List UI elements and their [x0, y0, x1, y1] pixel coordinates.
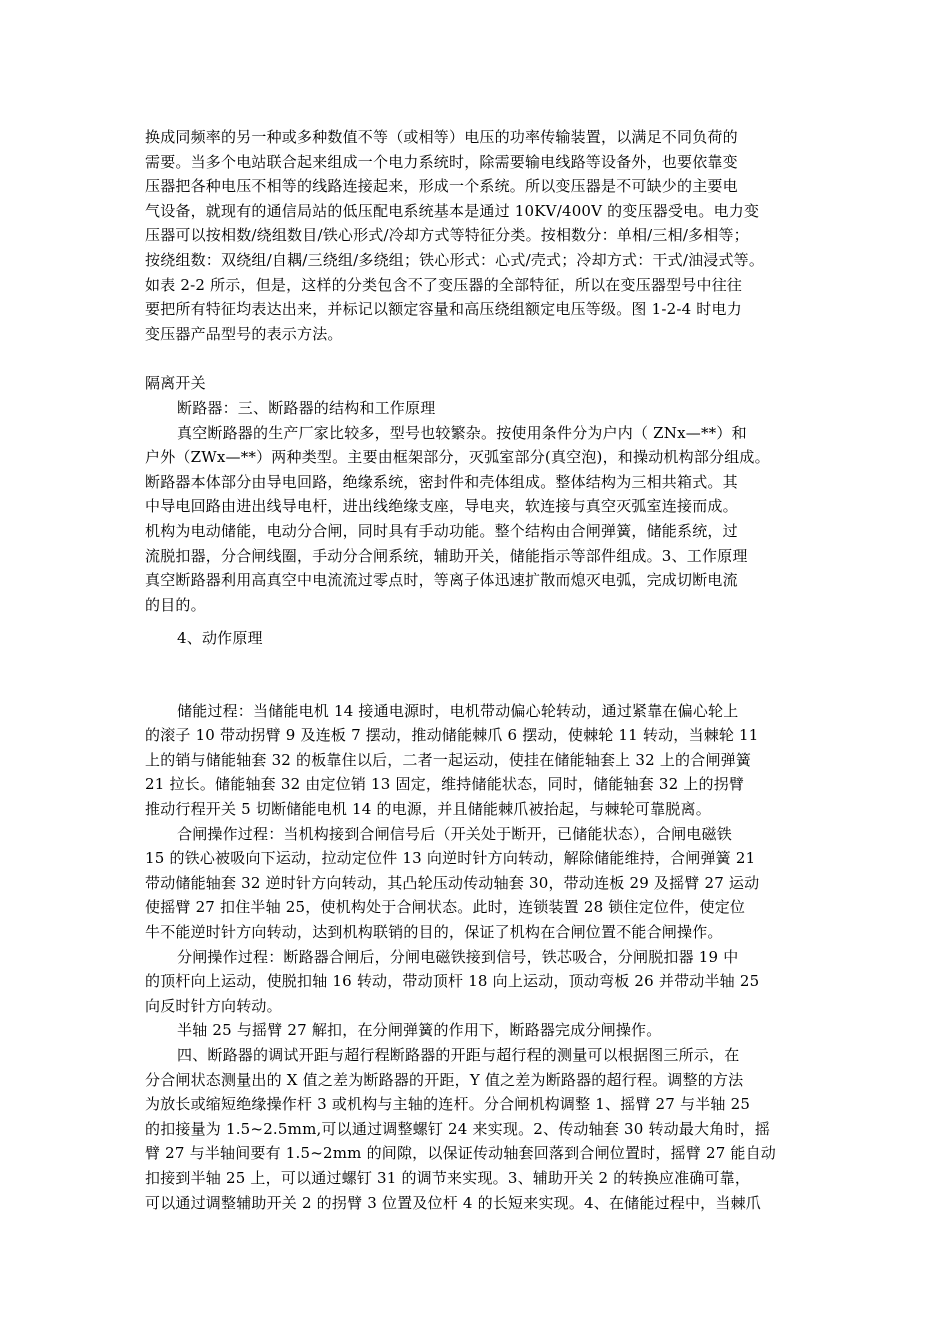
text-line: 中导电回路由进出线导电杆，进出线绝缘支座，导电夹，软连接与真空灭弧室连接而成。 [145, 497, 738, 515]
text-line: 臂 27 与半轴间要有 1.5~2mm 的间隙，以保证传动轴套回落到合闸位置时，摇臂 27 能自动 [145, 1144, 776, 1162]
text-line: 流脱扣器，分合闸线圈，手动分合闸系统，辅助开关，储能指示等部件组成。3、工作原理 [145, 547, 748, 565]
text-line: 换成同频率的另一种或多种数值不等（或相等）电压的功率传输装置，以满足不同负荷的 [145, 128, 738, 146]
text-line: 真空断路器利用高真空中电流流过零点时，等离子体迅速扩散而熄灭电弧，完成切断电流 [145, 571, 738, 589]
text-line: 四、断路器的调试开距与超行程断路器的开距与超行程的测量可以根据图三所示，在 [177, 1046, 740, 1064]
text-line: 如表 2-2 所示，但是，这样的分类包含不了变压器的全部特征，所以在变压器型号中往往 [145, 276, 743, 294]
text-line: 断路器本体部分由导电回路，绝缘系统，密封件和壳体组成。整体结构为三相共箱式。其 [145, 473, 738, 491]
text-line: 向反时针方向转动。 [145, 997, 282, 1015]
text-line: 需要。当多个电站联合起来组成一个电力系统时，除需要输电线路等设备外，也要依靠变 [145, 153, 738, 171]
text-line: 的扣接量为 1.5~2.5mm,可以通过调整螺钉 24 来实现。2、传动轴套 30 转动最大角时，摇 [145, 1120, 771, 1138]
text-line: 的顶杆向上运动，使脱扣轴 16 转动，带动顶杆 18 向上运动，顶动弯板 26 并带动半轴 25 [145, 972, 760, 990]
text-line: 分闸操作过程：断路器合闸后，分闸电磁铁接到信号，铁芯吸合，分闸脱扣器 19 中 [177, 948, 739, 966]
text-line: 气设备，就现有的通信局站的低压配电系统基本是通过 10KV/400V 的变压器受电。电力变 [145, 202, 760, 220]
text-line: 可以通过调整辅助开关 2 的拐臂 3 位置及位杆 4 的长短来实现。4、在储能过程中，当棘爪 [145, 1194, 761, 1212]
text-line: 机构为电动储能，电动分合闸，同时具有手动功能。整个结构由合闸弹簧，储能系统，过 [145, 522, 738, 540]
text-line: 半轴 25 与摇臂 27 解扣，在分闸弹簧的作用下，断路器完成分闸操作。 [177, 1021, 662, 1039]
text-line: 变压器产品型号的表示方法。 [145, 325, 343, 343]
text-line: 分合闸状态测量出的 X 值之差为断路器的开距，Y 值之差为断路器的超行程。调整的方法 [145, 1071, 744, 1089]
text-line: 牛不能逆时针方向转动，达到机构联销的目的，保证了机构在合闸位置不能合闸操作。 [145, 923, 723, 941]
text-line: 要把所有特征均表达出来，并标记以额定容量和高压绕组额定电压等级。图 1-2-4 时电力 [145, 300, 742, 318]
text-line: 压器可以按相数/绕组数目/铁心形式/冷却方式等特征分类。按相数分：单相/三相/多相等； [145, 226, 749, 244]
text-line: 储能过程：当储能电机 14 接通电源时，电机带动偏心轮转动，通过紧靠在偏心轮上 [177, 702, 739, 720]
text-line: 为放长或缩短绝缘操作杆 3 或机构与主轴的连杆。分合闸机构调整 1、摇臂 27 与半轴 25 [145, 1095, 751, 1113]
text-line: 压器把各种电压不相等的线路连接起来，形成一个系统。所以变压器是不可缺少的主要电 [145, 177, 738, 195]
text-line: 按绕组数：双绕组/自耦/三绕组/多绕组；铁心形式：心式/壳式；冷却方式：干式/油浸式等。 [145, 251, 765, 269]
text-line: 带动储能轴套 32 逆时针方向转动，其凸轮压动传动轴套 30，带动连板 29 及摇臂 27 运动 [145, 874, 760, 892]
text-line: 推动行程开关 5 切断储能电机 14 的电源，并且储能棘爪被抬起，与棘轮可靠脱离。 [145, 800, 711, 818]
text-line: 使摇臂 27 扣住半轴 25，使机构处于合闸状态。此时，连锁装置 28 锁住定位件，使定位 [145, 898, 746, 916]
text-line: 真空断路器的生产厂家比较多，型号也较繁杂。按使用条件分为户内（ ZNx—**）和 [177, 424, 747, 442]
text-line: 15 的铁心被吸向下运动，拉动定位件 13 向逆时针方向转动，解除储能维持，合闸弹簧 21 [145, 849, 756, 867]
text-line: 21 拉长。储能轴套 32 由定位销 13 固定，维持储能状态，同时，储能轴套 32 上的拐臂 [145, 775, 745, 793]
text-line: 上的销与储能轴套 32 的板靠住以后，二者一起运动，使挂在储能轴套上 32 上的合闸弹簧 [145, 751, 752, 769]
section-heading-isolator: 隔离开关 [145, 374, 206, 392]
text-line: 合闸操作过程：当机构接到合闸信号后（开关处于断开，已储能状态），合闸电磁铁 [177, 825, 732, 843]
text-line: 户外（ZWx—**）两种类型。主要由框架部分，灭弧室部分(真空泡)，和操动机构部分组成。 [145, 448, 770, 466]
text-line: 扣接到半轴 25 上，可以通过螺钉 31 的调节来实现。3、辅助开关 2 的转换应准确可靠， [145, 1169, 751, 1187]
text-line: 的滚子 10 带动拐臂 9 及连板 7 摆动，推动储能棘爪 6 摆动，使棘轮 11 转动，当棘轮 11 [145, 726, 759, 744]
text-line: 的目的。 [145, 596, 206, 614]
section-heading-action: 4、动作原理 [177, 629, 263, 647]
section-heading-breaker: 断路器：三、断路器的结构和工作原理 [177, 399, 436, 417]
